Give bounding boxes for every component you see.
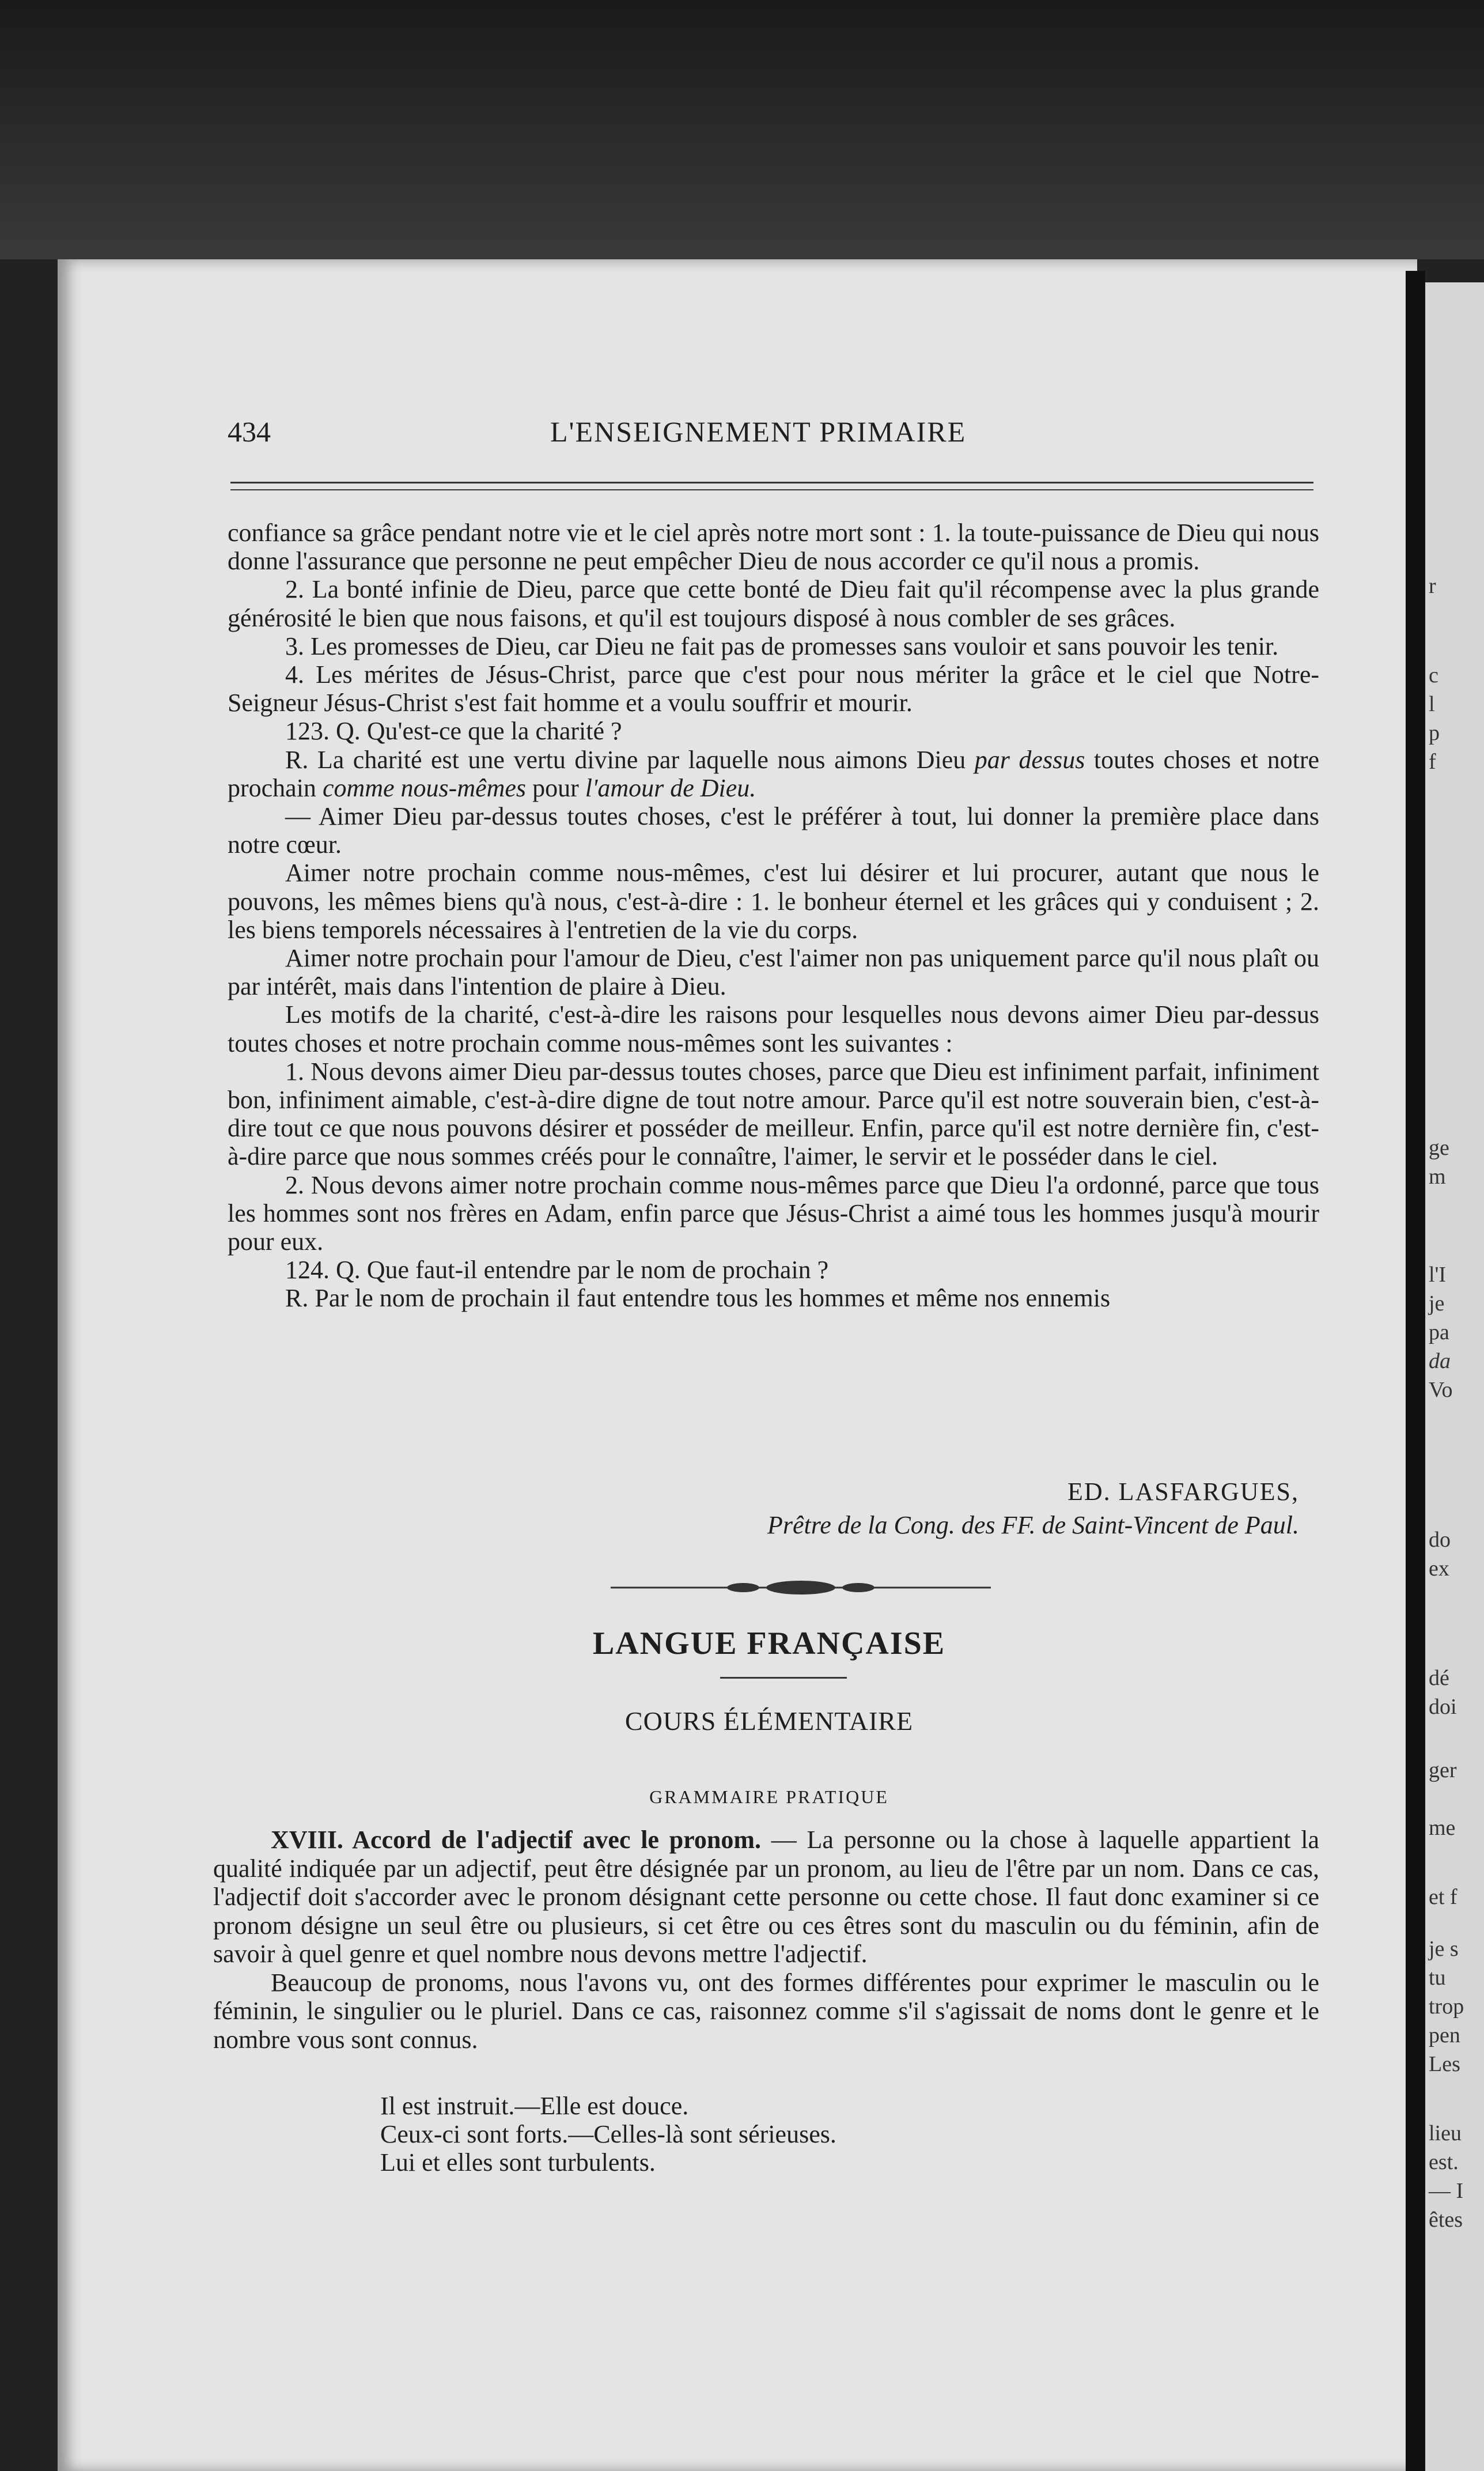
fragment: da [1429, 1349, 1451, 1373]
paragraph: confiance sa grâce pendant notre vie et le ciel après notre mort sont : 1. la toute-puissance de Dieu qui nous donne l'assurance que personne ne peut empêcher Dieu de nous accorder ce qu'il nous a promis. [228, 519, 1319, 576]
paragraph: Aimer notre prochain pour l'amour de Dieu, c'est l'aimer non pas uniquement parce qu'il nous plaît ou par intérêt, mais dans l'intention de plaire à Dieu. [228, 944, 1319, 1001]
example-line: Ceux-ci sont forts.—Celles-là sont sérieuses. [380, 2120, 836, 2148]
fragment: est. [1429, 2150, 1459, 2174]
paragraph: 4. Les mérites de Jésus-Christ, parce que c'est pour nous mériter la grâce et le ciel que Notre-Seigneur Jésus-Christ s'est fait homme et a voulu souffrir et mourir. [228, 660, 1319, 717]
example-line: Lui et elles sont turbulents. [380, 2148, 656, 2177]
fragment: Vo [1429, 1378, 1453, 1402]
running-title: L'ENSEIGNEMENT PRIMAIRE [550, 415, 967, 448]
paragraph: 1. Nous devons aimer Dieu par-dessus toutes choses, parce que Dieu est infiniment parfait, infiniment bon, infiniment aimable, c'est-à-dire digne de tout notre amour. Parce qu'il est notre souverain bien, c'est-à-dire tout ce que nous pouvons désirer et posséder de meilleur. Enfin, parce qu'il est notre dernière fin, c'est-à-dire parce que nous sommes créés pour le connaître, l'aimer, le servir et le posséder dans le ciel. [228, 1057, 1319, 1171]
fragment: c [1429, 663, 1438, 687]
fragment: r [1429, 574, 1436, 598]
title-rule [720, 1677, 847, 1679]
paragraph: — Aimer Dieu par-dessus toutes choses, c'est le préférer à tout, lui donner la première place dans notre cœur. [228, 802, 1319, 859]
subsection-title: COURS ÉLÉMENTAIRE [624, 1706, 914, 1736]
fragment: pen [1429, 2023, 1460, 2047]
lesson-heading: XVIII. Accord de l'adjectif avec le pronom. [271, 1826, 762, 1854]
grammar-text [213, 1826, 1319, 2054]
fragment: l'I [1429, 1263, 1447, 1287]
fragment: Les [1429, 2052, 1460, 2076]
header-rule [230, 482, 1313, 490]
fragment: doi [1429, 1695, 1457, 1719]
fragment: f [1429, 750, 1436, 774]
answer: R. Par le nom de prochain il faut entendre tous les hommes et même nos ennemis [285, 1284, 1111, 1313]
fragment: dé [1429, 1666, 1449, 1690]
answer: R. La charité est une vertu divine par laquelle nous aimons Dieu par dessus toutes choses et notre prochain comme nous-mêmes pour l'amour de Dieu. [228, 745, 1320, 802]
grammar-heading: GRAMMAIRE PRATIQUE [649, 1786, 889, 1807]
book-page [58, 259, 1417, 2471]
fragment: et f [1429, 1885, 1458, 1909]
fragment: ge [1429, 1136, 1449, 1160]
paragraph: Aimer notre prochain comme nous-mêmes, c'est lui désirer et lui procurer, autant que nous le pouvons, les mêmes biens qu'à nous, c'est-à-dire : 1. le bonheur éternel et les grâces qui y conduisent ; 2. les biens temporels nécessaires à l'entretien de la vie du corps. [228, 859, 1319, 944]
fragment: tu [1429, 1966, 1446, 1990]
fragment: je s [1429, 1937, 1459, 1961]
fragment: m [1429, 1165, 1446, 1189]
page-number: 434 [228, 415, 271, 448]
ornamental-divider [611, 1576, 991, 1599]
fragment: p [1429, 721, 1440, 745]
author-title: Prêtre de la Cong. des FF. de Saint-Vincent de Paul. [767, 1511, 1299, 1539]
fragment: je [1429, 1291, 1445, 1316]
book-gutter [1406, 271, 1425, 2471]
fragment: ger [1429, 1758, 1457, 1782]
paragraph: Les motifs de la charité, c'est-à-dire les raisons pour lesquelles nous devons aimer Dieu par-dessus toutes choses et notre prochain comme nous-mêmes sont les suivantes : [228, 1000, 1319, 1057]
fragment: ex [1429, 1556, 1449, 1581]
catechism-text [228, 519, 1319, 1313]
question: 124. Q. Que faut-il entendre par le nom de prochain ? [285, 1256, 829, 1284]
author-name: ED. LASFARGUES, [1067, 1478, 1299, 1506]
page-header [228, 415, 1316, 455]
example-line: Il est instruit.—Elle est douce. [380, 2092, 689, 2120]
fragment: l [1429, 692, 1435, 716]
adjacent-page [1425, 282, 1484, 2471]
question: 123. Q. Qu'est-ce que la charité ? [285, 717, 622, 746]
signature-block [228, 1475, 1299, 1542]
fragment: me [1429, 1816, 1456, 1840]
fragment: pa [1429, 1320, 1449, 1344]
paragraph: XVIII. Accord de l'adjectif avec le pronom. — La personne ou la chose à laquelle appartient la qualité indiquée par un adjectif, peut être désignée par un pronom, au lieu de l'être par un nom. Dans ce cas, l'adjectif doit s'accorder avec le pronom désignant cette personne ou cette chose. Il faut donc examiner si ce pronom désigne un seul être ou plusieurs, si cet être ou ces êtres sont du masculin ou du féminin, afin de savoir à quel genre et quel nombre nous devons mettre l'adjectif. [213, 1826, 1319, 1968]
section-title: LANGUE FRANÇAISE [592, 1626, 946, 1661]
fragment: êtes [1429, 2208, 1463, 2232]
fragment: — I [1429, 2179, 1464, 2203]
example-list [380, 2092, 836, 2177]
scan-background [0, 0, 1484, 259]
fragment: lieu [1429, 2121, 1462, 2145]
paragraph: 2. Nous devons aimer notre prochain comme nous-mêmes parce que Dieu l'a ordonné, parce que tous les hommes sont nos frères en Adam, enfin parce que Jésus-Christ a aimé tous les hommes jusqu'à mourir pour eux. [228, 1170, 1319, 1256]
fragment: trop [1429, 1994, 1464, 2019]
paragraph: 3. Les promesses de Dieu, car Dieu ne fait pas de promesses sans vouloir et sans pouvoir les tenir. [285, 632, 1279, 660]
paragraph: 2. La bonté infinie de Dieu, parce que cette bonté de Dieu fait qu'il récompense avec la plus grande générosité le bien que nous faisons, et qu'il est toujours disposé à nous combler de ses grâces. [228, 575, 1319, 632]
paragraph: Beaucoup de pronoms, nous l'avons vu, ont des formes différentes pour exprimer le masculin ou le féminin, le singulier ou le pluriel. Dans ce cas, raisonnez comme s'il s'agissait de noms dont le genre et le nombre vous sont connus. [213, 1968, 1319, 2054]
fragment: do [1429, 1528, 1451, 1552]
